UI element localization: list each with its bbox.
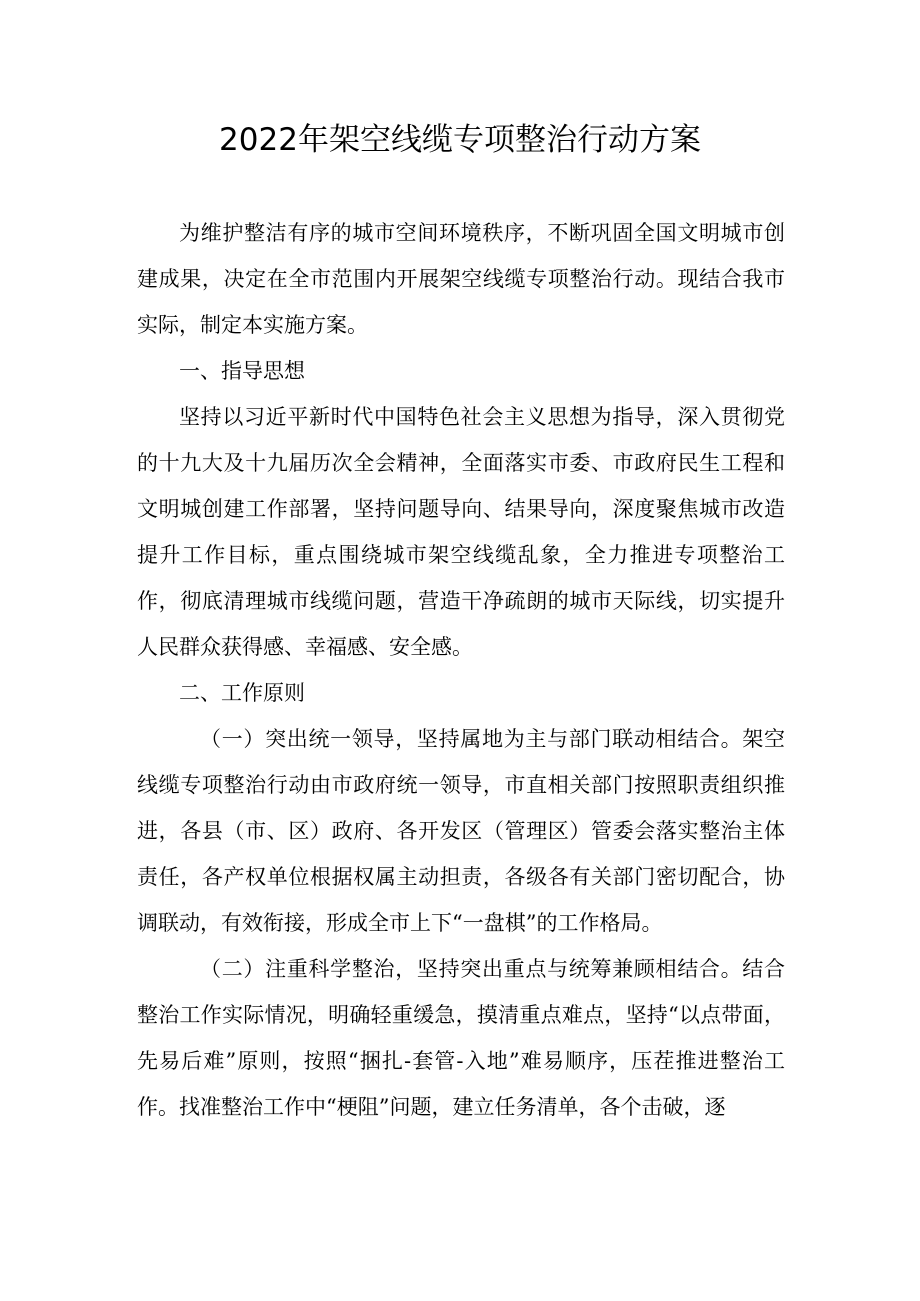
document-body <box>137 210 785 1130</box>
paragraph-principle-2: （二）注重科学整治，坚持突出重点与统筹兼顾相结合。结合整治工作实际情况，明确轻重缓急，摸清重点难点，坚持“以点带面，先易后难”原则，按照“捆扎-套管-入地”难易顺序，压茬推进整治工作。找准整治工作中“梗阻”问题，建立任务清单，各个击破，逐 <box>137 957 785 1119</box>
paragraph-intro: 为维护整洁有序的城市空间环境秩序，不断巩固全国文明城市创建成果，决定在全市范围内开展架空线缆专项整治行动。现结合我市实际，制定本实施方案。 <box>137 221 785 337</box>
document-title: 2022年架空线缆专项整治行动方案 <box>219 122 701 158</box>
paragraph-guiding-ideology: 坚持以习近平新时代中国特色社会主义思想为指导，深入贯彻党的十九大及十九届历次全会精神，全面落实市委、市政府民生工程和文明城创建工作部署，坚持问题导向、结果导向，深度聚焦城市改造提升工作目标，重点围绕城市架空线缆乱象，全力推进专项整治工作，彻底清理城市线缆问题，营造干净疏朗的城市天际线，切实提升人民群众获得感、幸福感、安全感。 <box>137 405 785 659</box>
paragraph-principle-1: （一）突出统一领导，坚持属地为主与部门联动相结合。架空线缆专项整治行动由市政府统一领导，市直相关部门按照职责组织推进，各县（市、区）政府、各开发区（管理区）管委会落实整治主体责任，各产权单位根据权属主动担责，各级各有关部门密切配合，协调联动，有效衔接，形成全市上下“一盘棋”的工作格局。 <box>137 727 785 935</box>
section-heading-work-principles: 二、工作原则 <box>179 681 305 705</box>
section-heading-guiding-ideology: 一、指导思想 <box>179 359 305 383</box>
